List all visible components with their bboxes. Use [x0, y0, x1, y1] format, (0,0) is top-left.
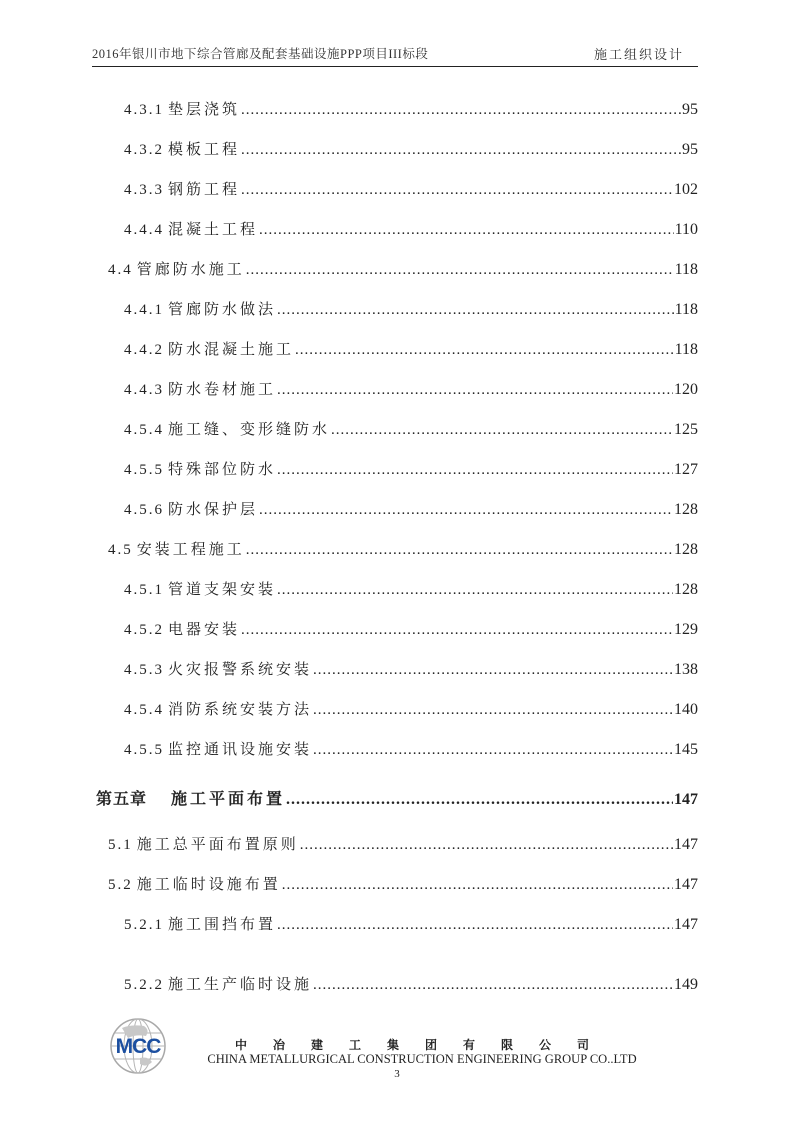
toc-entry-page: 95 — [682, 141, 698, 158]
toc-entry[interactable] — [124, 338, 698, 362]
toc-entry-number: 4.3.2 — [124, 142, 164, 158]
toc-entry-number: 4.5.4 — [124, 702, 164, 718]
toc-entry-number: 4.5.5 — [124, 742, 164, 758]
toc-entry-title: 模板工程 — [168, 142, 241, 158]
toc-dot-leader — [241, 102, 681, 119]
toc-entry-page: 140 — [674, 701, 698, 718]
toc-entry-title: 管廊防水做法 — [168, 302, 277, 318]
toc-entry-page: 118 — [674, 261, 698, 278]
toc-entry-page: 128 — [674, 541, 698, 558]
toc-entry-number: 4.5.3 — [124, 662, 164, 678]
toc-entry-title: 消防系统安装方法 — [168, 702, 313, 718]
toc-entry-number: 5.1 — [108, 837, 133, 853]
toc-entry-title: 施工围挡布置 — [168, 917, 277, 933]
toc-entry[interactable] — [124, 298, 698, 322]
toc-entry-number: 4.5.5 — [124, 462, 164, 478]
toc-entry-number: 4.3.3 — [124, 182, 164, 198]
toc-entry-page: 125 — [674, 421, 698, 438]
toc-dot-leader — [300, 837, 673, 854]
toc-entry-page: 118 — [674, 341, 698, 358]
toc-entry[interactable] — [124, 98, 698, 122]
toc-entry[interactable] — [124, 618, 698, 642]
toc-entry-number: 4.5.6 — [124, 502, 164, 518]
toc-entry-title: 管道支架安装 — [168, 582, 277, 598]
toc-entry-title: 监控通讯设施安装 — [168, 742, 313, 758]
toc-dot-leader — [246, 542, 673, 559]
toc-entry[interactable] — [108, 833, 698, 857]
toc-entry-number: 4.3.1 — [124, 102, 164, 118]
toc-entry-title: 施工平面布置 — [171, 791, 286, 808]
toc-entry-title: 电器安装 — [168, 622, 241, 638]
toc-dot-leader — [241, 142, 681, 159]
toc-entry-number: 4.5.4 — [124, 422, 164, 438]
mcc-logo-icon — [102, 1016, 174, 1076]
toc-dot-leader — [277, 917, 673, 934]
toc-entry-page: 110 — [674, 221, 698, 238]
toc-entry-title: 垫层浇筑 — [168, 102, 241, 118]
toc-entry[interactable] — [124, 698, 698, 722]
toc-entry-page: 147 — [674, 876, 698, 893]
toc-entry-title: 施工临时设施布置 — [136, 877, 281, 893]
toc-entry[interactable] — [96, 786, 698, 810]
toc-dot-leader — [246, 262, 674, 279]
toc-entry-title: 管廊防水施工 — [136, 262, 245, 278]
toc-dot-leader — [295, 342, 674, 359]
toc-entry[interactable] — [124, 138, 698, 162]
toc-entry-number: 5.2 — [108, 877, 133, 893]
toc-entry-page: 127 — [674, 461, 698, 478]
toc-dot-leader — [286, 791, 673, 809]
toc-entry[interactable] — [124, 973, 698, 997]
toc-dot-leader — [313, 977, 673, 994]
toc-entry-number: 4.5 — [108, 542, 133, 558]
toc-dot-leader — [259, 502, 673, 519]
toc-entry-title: 特殊部位防水 — [168, 462, 277, 478]
toc-entry-title: 混凝土工程 — [168, 222, 259, 238]
toc-entry-page: 149 — [674, 976, 698, 993]
toc-entry[interactable] — [124, 218, 698, 242]
toc-dot-leader — [259, 222, 674, 239]
toc-entry-number: 4.4.1 — [124, 302, 164, 318]
toc-entry-number: 4.5.2 — [124, 622, 164, 638]
toc-entry-number: 4.5.1 — [124, 582, 164, 598]
toc-entry-title: 防水保护层 — [168, 502, 259, 518]
toc-entry-page: 147 — [674, 791, 698, 808]
toc-entry-title: 防水卷材施工 — [168, 382, 277, 398]
toc-entry[interactable] — [108, 258, 698, 282]
toc-entry-number: 5.2.2 — [124, 977, 164, 993]
toc-entry[interactable] — [108, 538, 698, 562]
toc-dot-leader — [313, 742, 673, 759]
toc-entry-page: 147 — [674, 836, 698, 853]
toc-dot-leader — [277, 462, 673, 479]
toc-entry-title: 施工缝、变形缝防水 — [168, 422, 331, 438]
toc-entry-number: 4.4.2 — [124, 342, 164, 358]
page-number: 3 — [394, 1068, 400, 1080]
toc-dot-leader — [277, 382, 673, 399]
toc-dot-leader — [331, 422, 673, 439]
toc-entry[interactable] — [124, 418, 698, 442]
toc-entry[interactable] — [124, 178, 698, 202]
toc-entry-page: 118 — [674, 301, 698, 318]
toc-entry-page: 129 — [674, 621, 698, 638]
toc-dot-leader — [313, 662, 673, 679]
toc-entry-number: 第五章 — [96, 791, 148, 808]
toc-entry-number: 5.2.1 — [124, 917, 164, 933]
toc-entry-number: 4.4 — [108, 262, 133, 278]
toc-entry-page: 147 — [674, 916, 698, 933]
header-project-title: 2016年银川市地下综合管廊及配套基础设施PPP项目III标段 — [92, 47, 429, 61]
toc-entry-page: 95 — [682, 101, 698, 118]
svg-text:MCC: MCC — [115, 1035, 161, 1058]
toc-entry-title: 施工总平面布置原则 — [136, 837, 299, 853]
page-header — [92, 44, 698, 67]
toc-entry-title: 防水混凝土施工 — [168, 342, 295, 358]
toc-entry-number: 4.4.4 — [124, 222, 164, 238]
toc-dot-leader — [313, 702, 673, 719]
toc-dot-leader — [277, 582, 673, 599]
company-name-chinese: 中冶建工集团有限公司 — [234, 1038, 615, 1052]
toc-entry-title: 钢筋工程 — [168, 182, 241, 198]
toc-entry[interactable] — [124, 378, 698, 402]
toc-entry[interactable] — [124, 658, 698, 682]
toc-entry-page: 120 — [674, 381, 698, 398]
toc-entry-title: 施工生产临时设施 — [168, 977, 313, 993]
toc-entry-page: 138 — [674, 661, 698, 678]
header-document-type: 施工组织设计 — [593, 48, 684, 63]
toc-entry-page: 128 — [674, 581, 698, 598]
page-footer — [0, 1012, 794, 1112]
toc-entry-number: 4.4.3 — [124, 382, 164, 398]
company-name-english: CHINA METALLURGICAL CONSTRUCTION ENGINEERING GROUP CO..LTD — [207, 1052, 637, 1066]
toc-entry-page: 128 — [674, 501, 698, 518]
toc-entry-title: 安装工程施工 — [136, 542, 245, 558]
toc-entry[interactable] — [124, 498, 698, 522]
toc-entry[interactable] — [124, 458, 698, 482]
toc-dot-leader — [277, 302, 674, 319]
toc-entry[interactable] — [124, 913, 698, 937]
toc-dot-leader — [282, 877, 673, 894]
toc-entry-page: 102 — [674, 181, 698, 198]
toc-dot-leader — [241, 182, 673, 199]
toc-entry-title: 火灾报警系统安装 — [168, 662, 313, 678]
toc-entry[interactable] — [108, 873, 698, 897]
toc-entry[interactable] — [124, 738, 698, 762]
toc-dot-leader — [241, 622, 673, 639]
toc-entry-page: 145 — [674, 741, 698, 758]
toc-entry[interactable] — [124, 578, 698, 602]
